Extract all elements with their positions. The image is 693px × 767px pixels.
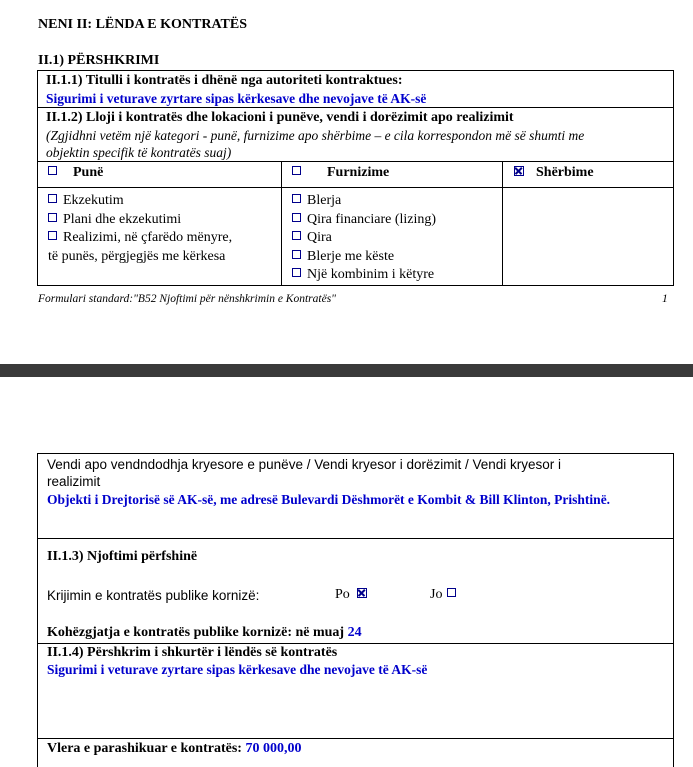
checkbox-icon[interactable] [292,194,301,203]
subsection-title: II.1) PËRSHKRIMI [38,53,160,68]
location-label-line2: realizimit [47,474,101,489]
ii12-instruction-line2: objektin specifik të kontratës suaj) [46,145,232,160]
works-option-continuation: të punës, përgjegjës me kërkesa [48,248,226,264]
works-option[interactable]: Plani dhe ekzekutimi [48,211,232,230]
ii13-label: II.1.3) Njoftimi përfshinë [47,549,198,564]
ii12-label: II.1.2) Lloji i kontratës dhe lokacioni i punëve, vendi i dorëzimit apo realizimit [46,110,514,125]
supplies-option[interactable]: Blerja [292,192,436,211]
category-works[interactable]: Punë [48,165,103,181]
checkbox-icon[interactable] [292,268,301,277]
checkbox-icon[interactable] [48,194,57,203]
checkbox-icon[interactable] [292,231,301,240]
page-separator [0,364,693,377]
ii14-label: II.1.4) Përshkrim i shkurtër i lëndës së kontratës [47,645,338,660]
page-number: 1 [662,293,668,305]
supplies-option[interactable]: Një kombinim i këtyre [292,266,436,285]
contract-value: 70 000,00 [245,741,302,756]
supplies-option[interactable]: Qira [292,229,436,248]
works-checkbox[interactable] [48,166,57,175]
duration-value: 24 [347,625,362,640]
ii11-value: Sigurimi i veturave zyrtare sipas kërkesave dhe nevojave të AK-së [46,91,427,106]
checkbox-icon[interactable] [292,250,301,259]
category-supplies[interactable]: Furnizime [292,165,389,181]
works-options [48,192,232,266]
ii11-label: II.1.1) Titulli i kontratës i dhënë nga autoriteti kontraktues: [46,73,403,88]
ii14-value: Sigurimi i veturave zyrtare sipas kërkesave dhe nevojave të AK-së [47,662,428,677]
yes-checkbox-checked[interactable] [357,588,367,598]
category-services[interactable]: Shërbime [514,165,594,181]
works-option[interactable]: Realizimi, në çfarëdo mënyre, [48,229,232,248]
supplies-checkbox[interactable] [292,166,301,175]
location-label-line1: Vendi apo vendndodhja kryesore e punëve / Vendi kryesor i dorëzimit / Vendi kryesor i [47,457,562,472]
footer-form-name: Formulari standard:"B52 Njoftimi për nënshkrimin e Kontratës" [38,293,337,305]
supplies-option[interactable]: Qira financiare (lizing) [292,211,436,230]
checkbox-icon[interactable] [48,213,57,222]
supplies-options [292,192,436,285]
checkbox-icon[interactable] [48,231,57,240]
location-value: Objekti i Drejtorisë së AK-së, me adresë Bulevardi Dëshmorët e Kombit & Bill Klinton, Prishtinë. [47,492,611,507]
checkbox-icon[interactable] [292,213,301,222]
duration-row: Kohëzgjatja e kontratës publike kornizë: në muaj 24 [47,625,362,640]
works-option[interactable]: Ekzekutim [48,192,232,211]
supplies-option[interactable]: Blerje me këste [292,248,436,267]
ii12-instruction-line1: (Zgjidhni vetëm një kategori - punë, furnizime apo shërbime – e cila korrespondon më së shumti me [46,128,585,143]
services-checkbox-checked[interactable] [514,166,524,176]
yes-option[interactable]: Po [335,587,367,603]
framework-question: Krijimin e kontratës publike kornizë: [47,588,260,603]
contract-value-row: Vlera e parashikuar e kontratës: 70 000,00 [47,741,302,756]
no-option[interactable]: Jo [430,587,456,603]
section-title: NENI II: LËNDA E KONTRATËS [38,17,248,32]
no-checkbox[interactable] [447,588,456,597]
